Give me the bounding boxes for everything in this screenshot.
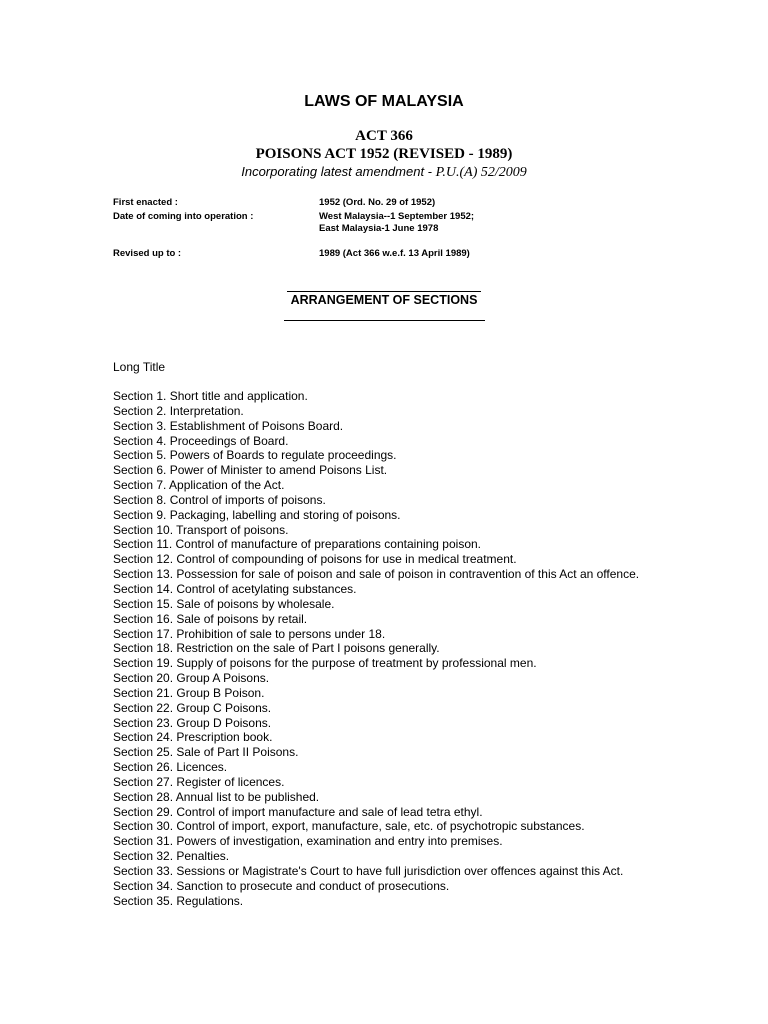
section-item: Section 23. Group D Poisons. bbox=[113, 715, 272, 730]
page-title: LAWS OF MALAYSIA bbox=[304, 93, 464, 110]
coming-into-operation-east: East Malaysia-1 June 1978 bbox=[319, 223, 439, 234]
act-name: POISONS ACT 1952 (REVISED - 1989) bbox=[255, 146, 513, 162]
section-item: Section 17. Prohibition of sale to persons under 18. bbox=[113, 626, 386, 641]
top-divider bbox=[287, 291, 481, 292]
first-enacted-value: 1952 (Ord. No. 29 of 1952) bbox=[319, 197, 436, 208]
section-item: Section 21. Group B Poison. bbox=[113, 685, 265, 700]
section-item: Section 10. Transport of poisons. bbox=[113, 522, 289, 537]
section-item: Section 33. Sessions or Magistrate's Court to have full jurisdiction over offences against this Act. bbox=[113, 864, 624, 878]
section-item: Section 26. Licences. bbox=[113, 760, 228, 775]
section-item: Section 8. Control of imports of poisons. bbox=[113, 492, 326, 507]
section-item: Section 27. Register of licences. bbox=[113, 774, 285, 789]
section-item: Section 12. Control of compounding of poisons for use in medical treatment. bbox=[113, 552, 517, 567]
section-item: Section 13. Possession for sale of poison and sale of poison in contravention of this Act an offence. bbox=[113, 567, 640, 582]
section-item: Section 6. Power of Minister to amend Poisons List. bbox=[113, 463, 388, 478]
section-item: Section 19. Supply of poisons for the purpose of treatment by professional men. bbox=[113, 656, 537, 671]
long-title: Long Title bbox=[113, 360, 166, 374]
section-item: Section 11. Control of manufacture of preparations containing poison. bbox=[113, 537, 482, 552]
section-item: Section 22. Group C Poisons. bbox=[113, 700, 272, 715]
bottom-divider bbox=[284, 320, 485, 321]
section-item: Section 9. Packaging, labelling and storing of poisons. bbox=[113, 507, 401, 522]
section-item: Section 5. Powers of Boards to regulate proceedings. bbox=[113, 448, 397, 463]
section-item: Section 4. Proceedings of Board. bbox=[113, 433, 289, 448]
section-item: Section 1. Short title and application. bbox=[113, 389, 308, 403]
amendment-prefix: Incorporating latest amendment - bbox=[241, 164, 436, 179]
sections-list bbox=[113, 389, 653, 909]
section-item: Section 32. Penalties. bbox=[113, 849, 230, 864]
coming-into-operation-west: West Malaysia--1 September 1952; bbox=[319, 211, 475, 222]
coming-into-operation-label: Date of coming into operation : bbox=[113, 211, 254, 222]
section-item: Section 18. Restriction on the sale of Part I poisons generally. bbox=[113, 641, 440, 656]
section-item: Section 20. Group A Poisons. bbox=[113, 671, 270, 686]
act-number: ACT 366 bbox=[355, 128, 413, 144]
section-item: Section 2. Interpretation. bbox=[113, 403, 244, 418]
section-item: Section 35. Regulations. bbox=[113, 893, 244, 908]
section-item: Section 16. Sale of poisons by retail. bbox=[113, 611, 308, 626]
amendment-line bbox=[0, 164, 768, 181]
arrangement-heading: ARRANGEMENT OF SECTIONS bbox=[290, 293, 478, 307]
section-item: Section 14. Control of acetylating substances. bbox=[113, 581, 357, 596]
section-item: Section 25. Sale of Part II Poisons. bbox=[113, 745, 299, 760]
section-item: Section 34. Sanction to prosecute and conduct of prosecutions. bbox=[113, 878, 450, 893]
coming-into-operation-value bbox=[319, 211, 474, 235]
revised-label: Revised up to : bbox=[113, 248, 182, 259]
section-item: Section 24. Prescription book. bbox=[113, 730, 273, 745]
first-enacted-label: First enacted : bbox=[113, 197, 178, 208]
revised-value: 1989 (Act 366 w.e.f. 13 April 1989) bbox=[319, 248, 470, 259]
amendment-reference: P.U.(A) 52/2009 bbox=[435, 165, 527, 180]
section-item: Section 30. Control of import, export, manufacture, sale, etc. of psychotropic substances. bbox=[113, 819, 585, 834]
section-item: Section 3. Establishment of Poisons Board. bbox=[113, 418, 344, 433]
section-item: Section 29. Control of import manufacture and sale of lead tetra ethyl. bbox=[113, 804, 483, 819]
section-item: Section 28. Annual list to be published. bbox=[113, 789, 320, 804]
section-item: Section 15. Sale of poisons by wholesale. bbox=[113, 596, 335, 611]
section-item: Section 31. Powers of investigation, examination and entry into premises. bbox=[113, 834, 503, 849]
section-item: Section 7. Application of the Act. bbox=[113, 478, 285, 493]
